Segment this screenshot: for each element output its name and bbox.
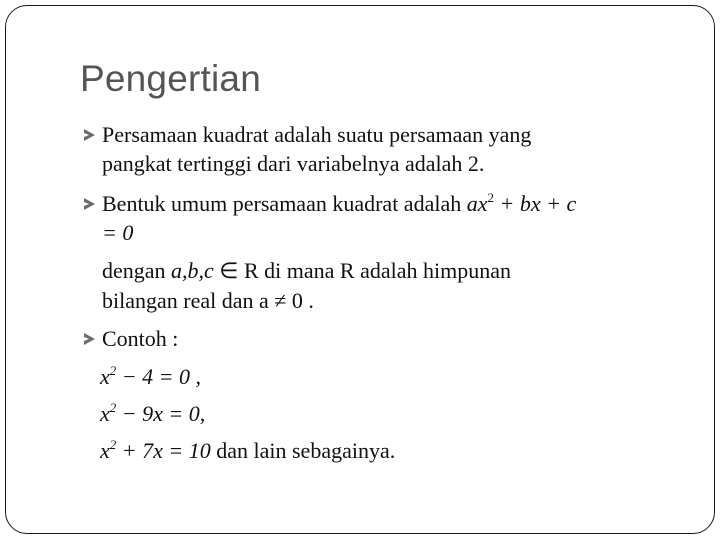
bullet-1-line-2: pangkat tertinggi dari variabelnya adalah 2. [102,151,485,176]
example-2-rest: − 9x = 0, [116,401,206,426]
exponent: 2 [109,400,117,415]
bullet-2-line-1 [102,191,576,217]
bullet-1-line-1: Persamaan kuadrat adalah suatu persamaan yang [102,122,532,147]
bullet-2-text: Bentuk umum persamaan kuadrat adalah [102,191,467,216]
bullet-2-line-4: bilangan real dan a ≠ 0 . [102,288,314,313]
formula-tail: + bx + c [499,191,577,216]
slide-title: Pengertian [80,58,261,99]
example-2-x: x [100,401,110,426]
bullet-arrow-icon [84,333,95,345]
bullet-2-line-3 [102,258,511,284]
example-2 [100,401,205,427]
condition-rest: ∈ R di mana R adalah himpunan [213,258,511,283]
bullet-arrow-icon [84,129,95,141]
examples-label: Contoh : [102,326,179,351]
example-1-rest: − 4 = 0 , [116,364,201,389]
bullet-2-line-2: = 0 [102,220,134,245]
bullet-arrow-icon [84,198,95,210]
exponent: 2 [487,190,494,205]
formula-ax: ax [466,191,488,216]
example-3 [100,438,395,464]
example-3-tail: dan lain sebagainya. [210,438,396,463]
exponent: 2 [109,363,117,378]
example-3-x: x [100,438,110,463]
exponent: 2 [109,437,117,452]
condition-vars: a,b,c [171,258,214,283]
condition-prefix: dengan [102,258,172,283]
example-1 [100,364,201,390]
example-3-rest: + 7x = 10 [116,438,211,463]
example-1-x: x [100,364,110,389]
